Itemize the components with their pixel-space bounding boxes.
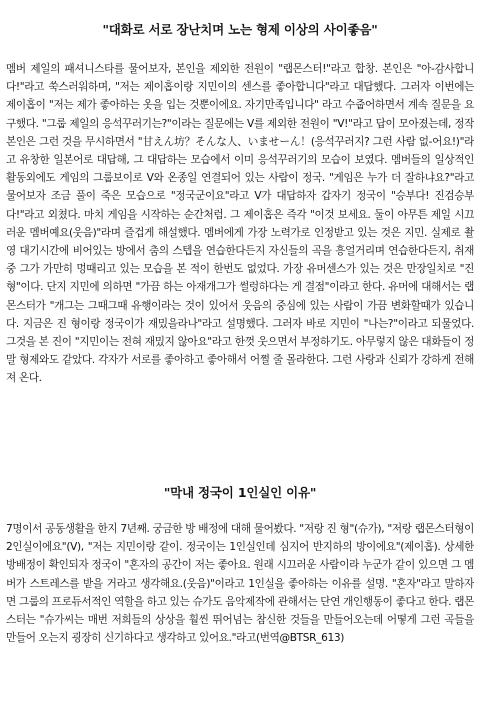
paragraph-brotherhood: 멤버 제일의 패셔니스타를 물어보자, 본인을 제외한 전원이 "랩몬스터!"라고 합창. 본인은 "아-감사합니다!"라고 쑥스러워하며, "저는 제이홉이랑 지민이의 센스를 좋아합니다"라고 대답했다. 그러자 이번에는 제이홉이 "저는 제가 좋아하는 옷을 입는 것뿐이에요. 자기만족입니다" 라고 수줍어하면서 계속 질문을 요구했다. "그룹 제일의 응석꾸러기는?"이라는 질문에는 V를 제외한 전원이 "V!"라고 답이 모아졌는데, 정작 본인은 그런 것을 무시하면서 "甘えん坊？そんな人、いませーん！(응석꾸러지? 그런 사람 없-어요!)"라고 유창한 일본어로 대답해, 그 대답하는 모습에서 이미 응석꾸러기의 모습이 보였다. 멤버들의 일상적인 활동외에도 게임의 그룹보이로 V와 온종일 연결되어 있는 사람이 정국. "게임은 누가 더 잘하냐요?"라고 물어보자 조금 풀이 죽은 모습으로 "정국군이요"라고 V가 대답하자 갑자기 정국이 "승부다! 진검승부다!"라고 외쳤다. 마치 게임을 시작하는 순간처럼. 그 제이홉은 즉각 "이것 보세요. 둘이 아무튼 제일 시끄러운 멤버예요(웃음)"라며 즐겁게 해설했다. 멤버에게 가장 노력가로 인정받고 있는 것은 지민. 실제로 촬영 대기시간에 비어있는 방에서 춤의 스텝을 연습한다든지 자신들의 곡을 흥얼거리며 연습한다든지, 취재중 그가 가만히 멍때리고 있는 모습을 본 적이 한번도 없었다. 가장 유머센스가 있는 것은 만장일치로 "진 형"이다. 단지 지민에 의하면 "가끔 하는 아재개그가 썰렁하다는 게 결점"이라고 한다. 유머에 대해서는 랩몬스터가 "개그는 그때그때 유행이라는 것이 있어서 웃음의 중심에 있는 사람이 가끔 변화할때가 있습니다. 지금은 진 형이랑 정국이가 재밌을라나"라고 설명했다. 그러자 바로 지민이 "나는?"이라고 되물었다. 그것을 본 진이 "지민이는 전혀 재밌지 않아요"라고 한껏 웃으면서 부정하기도. 아무렇지 않은 대화들이 정말 형제와도 같았다. 각자가 서로를 좋아하고 좋아해서 어쩔 줄 몰라한다. 그런 사랑과 신뢰가 강하게 전해져 온다. — [6, 63, 474, 385]
section-title-maknae-room: "막내 정국이 1인실인 이유" — [163, 485, 317, 500]
paragraph-maknae-room: 7명이서 공동생활을 한지 7년째. 궁금한 방 배정에 대해 물어봤다. "저랑 진 형"(슈가), "저랑 랩몬스터형이 2인실이에요"(V), "저는 지민이랑 같이. 정국이는 1인실인데 심지어 반지하의 방이에요"(제이홉). 상세한 방배정이 확인되자 정국이 "혼자의 공간이 저는 좋아요. 원래 시끄러운 사람이라 누군가 같이 있으면 그 멤버가 스트레스를 받을 거라고 생각해요.(웃음)"이라고 1인실을 좋아하는 이유를 설명. "혼자"라고 말하자면 그룹의 프로듀서적인 역할을 하고 있는 슈가도 음악제작에 관해서는 단연 개인행동이 좋다고 한다. 랩몬스터는 "슈가씨는 매번 저희들의 상상을 훨씬 뛰어넘는 참신한 것들을 만들어오는데 어떻게 그런 곡들을 만들어 오는지 굉장히 신기하다고 생각하고 있어요."라고(번역@BTSR_613) — [6, 523, 474, 645]
section-title-brotherhood: "대화로 서로 장난치며 노는 형제 이상의 사이좋음" — [102, 22, 378, 37]
